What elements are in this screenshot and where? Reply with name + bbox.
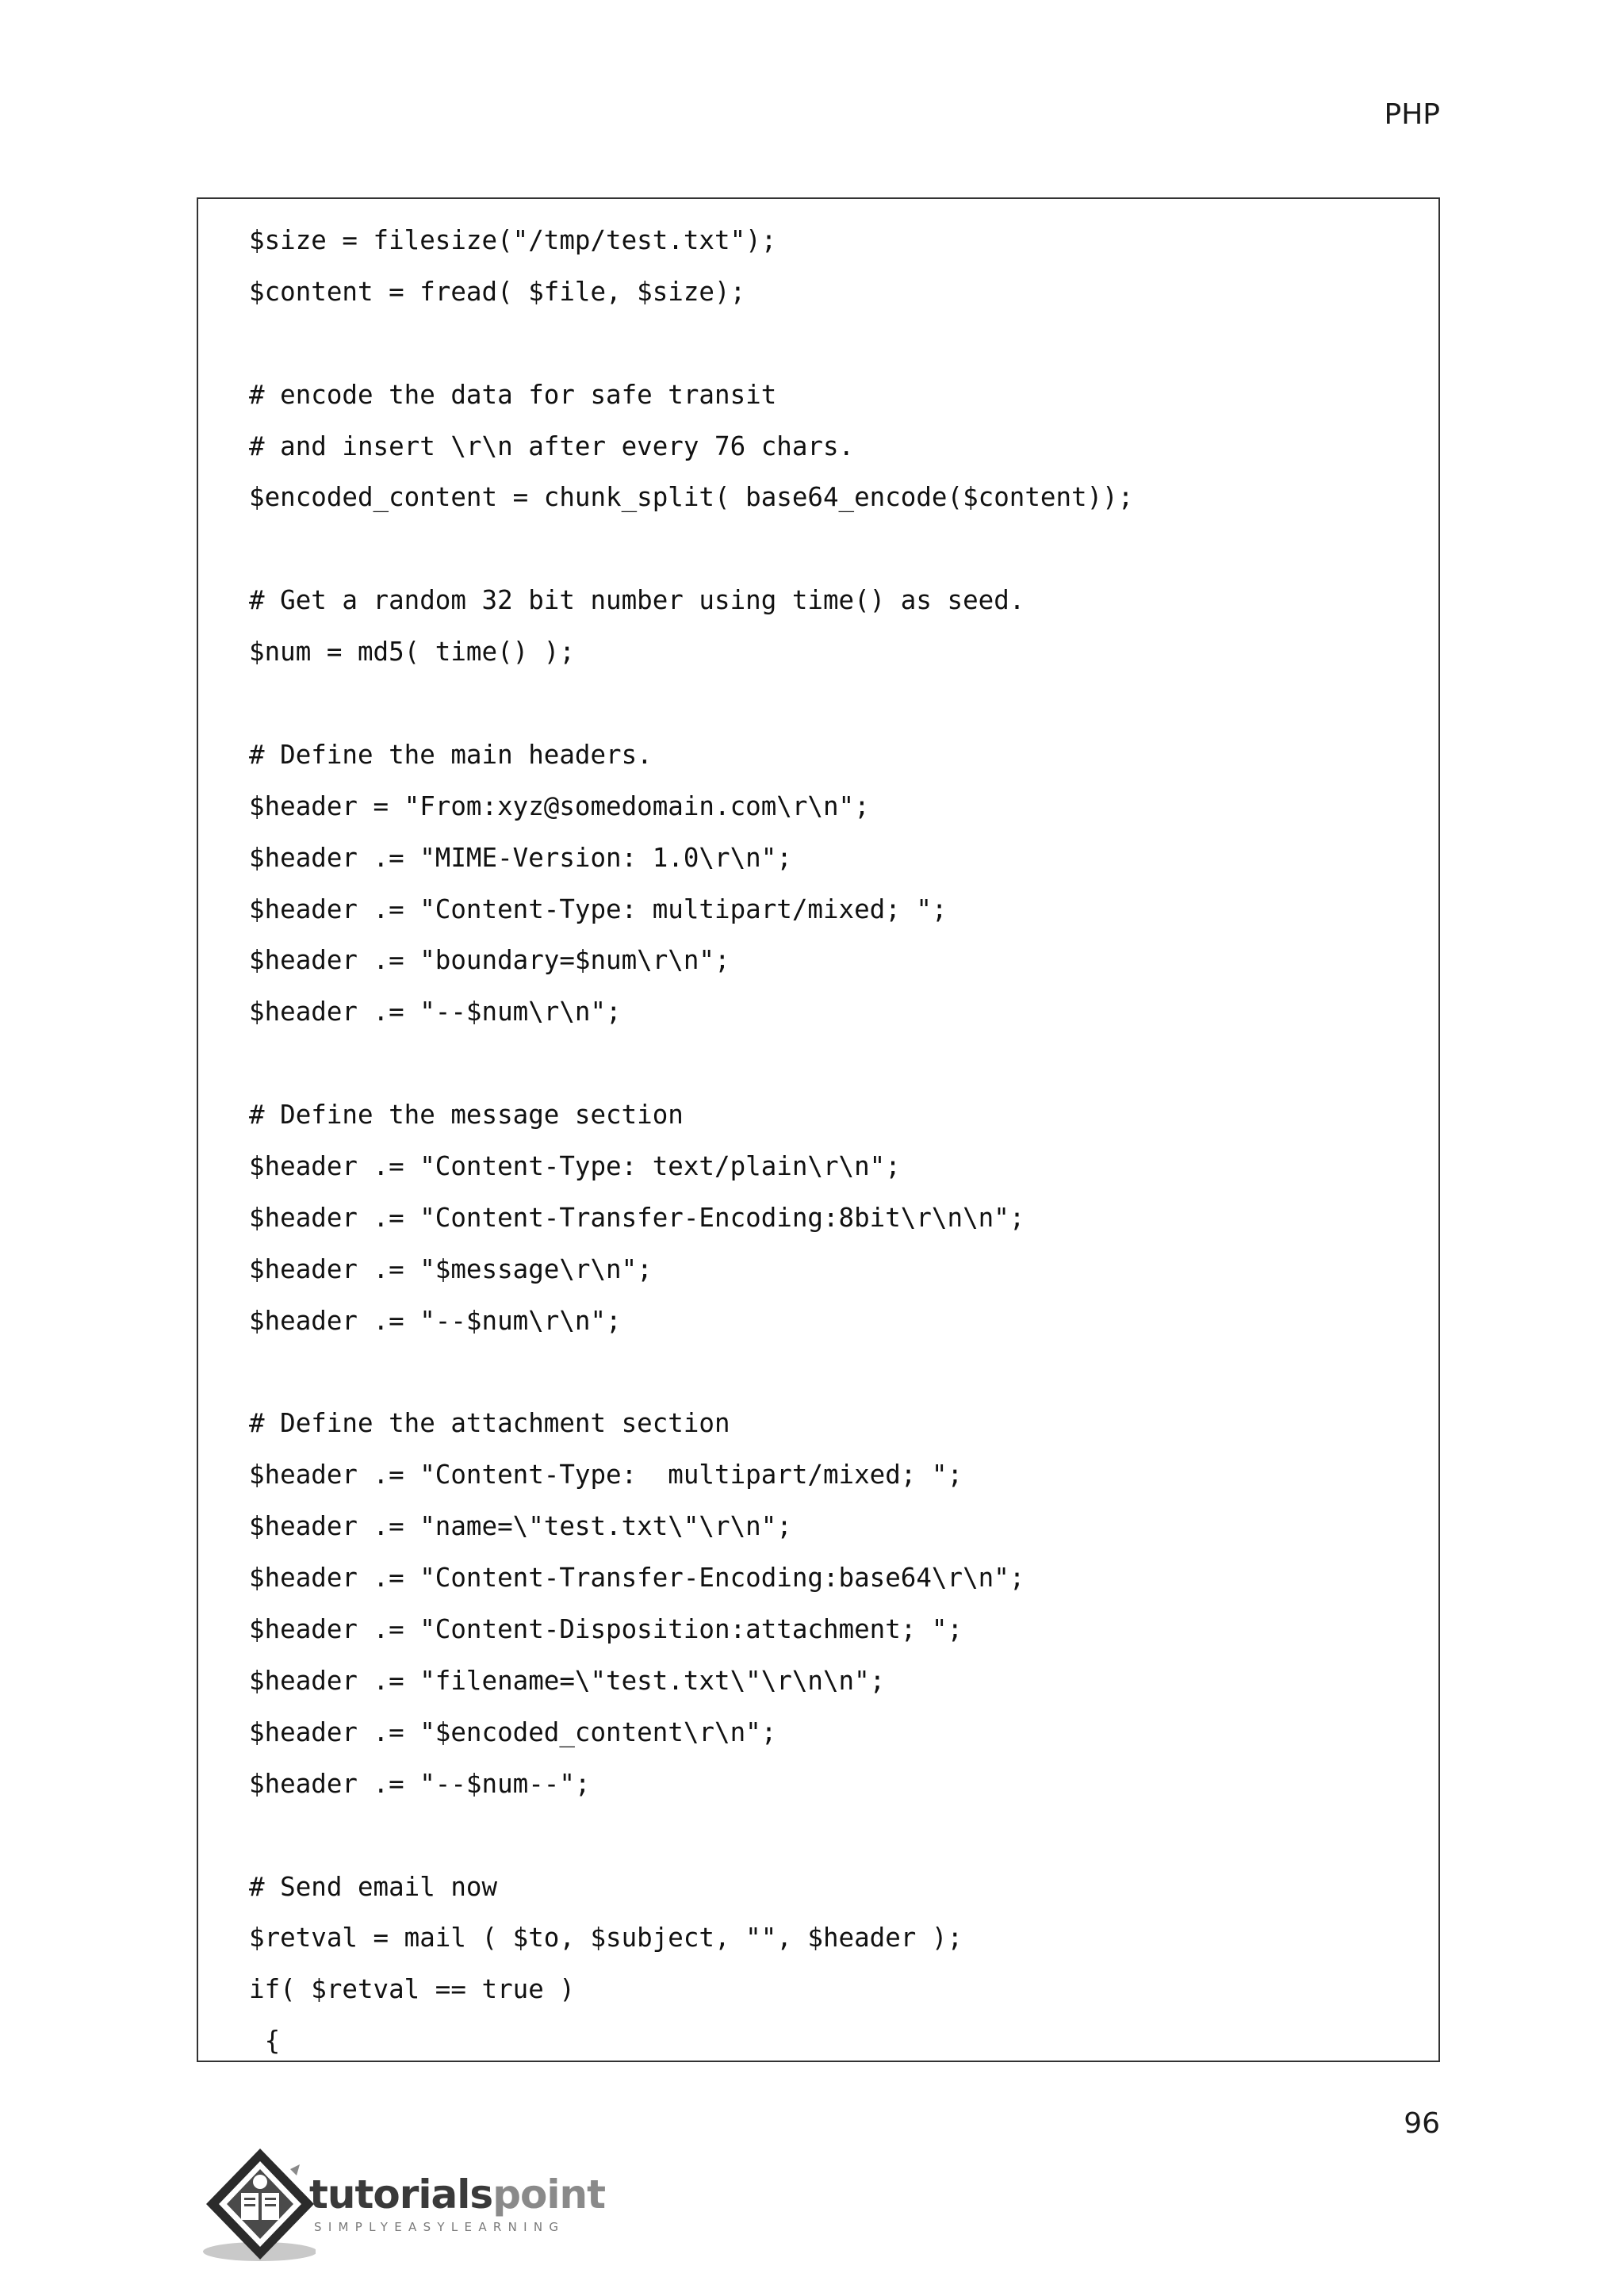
code-line: $header = "From:xyz@somedomain.com\r\n"; (249, 790, 870, 821)
code-line: $header .= "$message\r\n"; (249, 1253, 653, 1284)
code-line (249, 1038, 1133, 1089)
code-line (249, 1347, 1133, 1399)
page-number: 96 (1404, 2107, 1440, 2140)
code-line: $header .= "Content-Type: multipart/mixed; "; (249, 894, 948, 924)
code-line: $header .= "Content-Disposition:attachment; "; (249, 1614, 963, 1645)
code-line: $header .= "Content-Type: multipart/mixed; "; (249, 1460, 963, 1490)
code-line: # and insert \r\n after every 76 chars. (249, 430, 855, 461)
code-line: $header .= "Content-Transfer-Encoding:base64\r\n"; (249, 1563, 1025, 1594)
logo-wordmark (309, 2172, 605, 2217)
code-line: $content = fread( $file, $size); (249, 276, 746, 307)
code-line: $header .= "--$num\r\n"; (249, 1305, 622, 1336)
code-line: $header .= "filename=\"test.txt\"\r\n\n"; (249, 1665, 886, 1696)
code-line (249, 523, 1133, 575)
tutorialspoint-logo (197, 2141, 605, 2267)
code-line: $header .= "MIME-Version: 1.0\r\n"; (249, 842, 792, 873)
code-line: $header .= "name=\"test.txt\"\r\n"; (249, 1511, 792, 1542)
code-line: { (249, 2026, 281, 2057)
code-line: # Define the main headers. (249, 739, 653, 770)
code-line: # Get a random 32 bit number using time() as seed. (249, 585, 1025, 616)
code-line (249, 678, 1133, 729)
code-line: $header .= "--$num--"; (249, 1768, 591, 1799)
code-line: # encode the data for safe transit (249, 379, 777, 410)
code-line: # Define the message section (249, 1100, 684, 1131)
code-line (249, 1810, 1133, 1862)
code-line: # Define the attachment section (249, 1408, 730, 1439)
code-line: $header .= "--$num\r\n"; (249, 997, 622, 1027)
code-line: $header .= "boundary=$num\r\n"; (249, 945, 730, 976)
code-line (249, 318, 1133, 369)
logo-word-part2: point (492, 2172, 605, 2218)
logo-word-part1: tutorials (309, 2172, 493, 2218)
code-line: $header .= "$encoded_content\r\n"; (249, 1716, 777, 1747)
code-line: $header .= "Content-Transfer-Encoding:8bit\r\n\n"; (249, 1202, 1025, 1233)
code-line: # Send email now (249, 1871, 498, 1902)
code-line: $size = filesize("/tmp/test.txt"); (249, 225, 777, 255)
logo-emblem-icon (197, 2141, 316, 2267)
page-header-title: PHP (1384, 98, 1440, 131)
code-block (197, 197, 1440, 2062)
code-line: $num = md5( time() ); (249, 637, 575, 668)
code-line: $header .= "Content-Type: text/plain\r\n"; (249, 1151, 901, 1182)
logo-tagline: SIMPLYEASYLEARNING (314, 2220, 565, 2234)
code-line: $retval = mail ( $to, $subject, "", $header ); (249, 1923, 963, 1954)
code-lines (249, 215, 1133, 2062)
code-line: if( $retval == true ) (249, 1974, 575, 2005)
code-line: $encoded_content = chunk_split( base64_encode($content)); (249, 482, 1134, 513)
